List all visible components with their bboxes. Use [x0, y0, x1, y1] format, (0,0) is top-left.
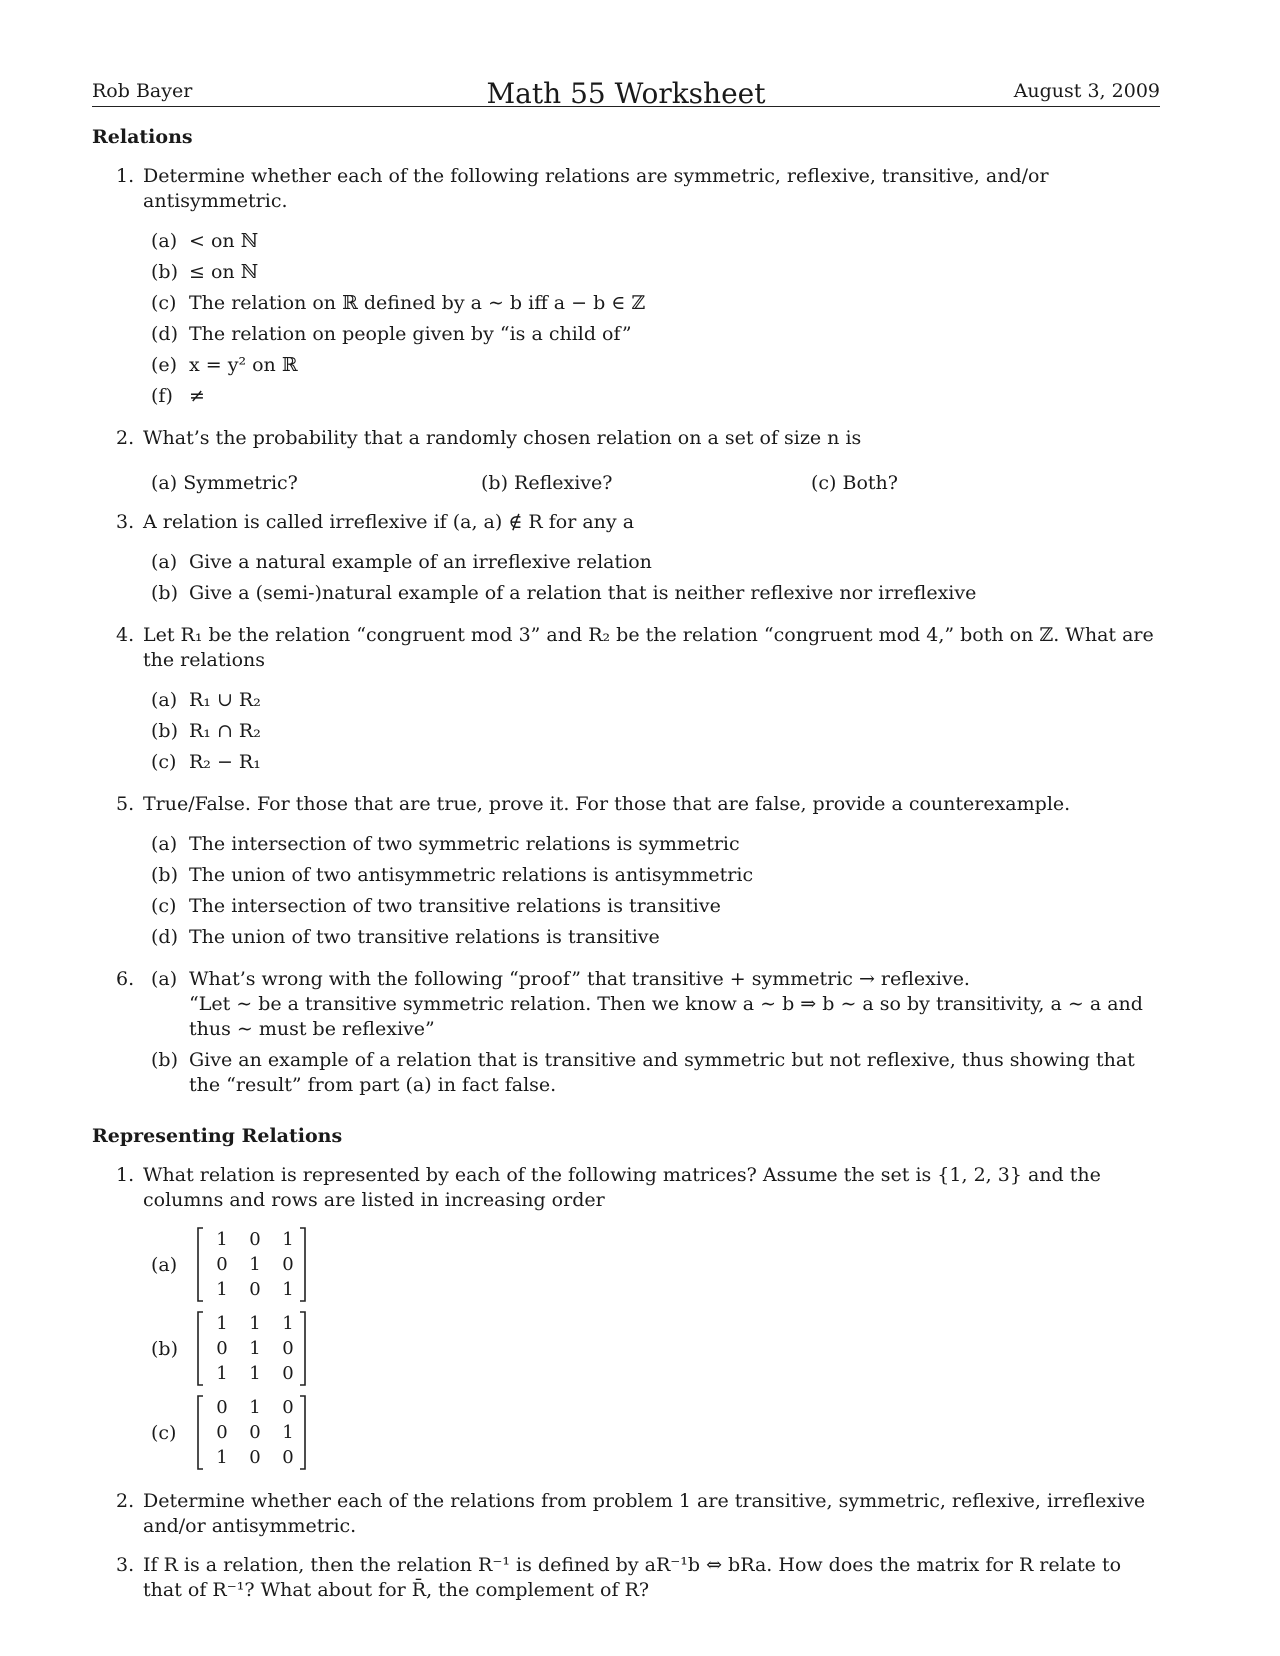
- question-number: 1.: [116, 165, 135, 187]
- sub-text: ≠: [189, 385, 205, 407]
- sub-label: (b): [151, 720, 178, 742]
- proof-quote: “Let ∼ be a transitive symmetric relation. Then we know a ∼ b ⇒ b ∼ a so by transitivity, a ∼ a and thus ∼ must be reflexive”: [189, 993, 1143, 1040]
- sub-text: The relation on people given by “is a child of”: [189, 323, 632, 345]
- sub-text: The intersection of two transitive relations is transitive: [189, 895, 721, 917]
- sub-label: (a): [151, 551, 178, 573]
- rep-question-1: [92, 1163, 1160, 1475]
- list-item: [143, 860, 1160, 891]
- question-number: 2.: [116, 1490, 135, 1512]
- sub-label: (b): [481, 472, 508, 494]
- sub-label: (b): [151, 864, 178, 886]
- question-4: [92, 623, 1160, 778]
- sub-text: Both?: [842, 472, 898, 494]
- page-title: Math 55 Worksheet: [486, 77, 766, 110]
- matrix: [195, 1227, 308, 1302]
- sub-list: [143, 685, 1160, 778]
- matrix-cell: 1: [249, 1254, 261, 1275]
- sub-label: (a): [151, 472, 178, 494]
- sub-label: (c): [811, 472, 837, 494]
- left-bracket: [198, 1396, 203, 1469]
- matrix-cell: 1: [249, 1338, 261, 1359]
- matrix-cell: 1: [216, 1313, 228, 1334]
- question-number: 5.: [116, 793, 135, 815]
- matrix: [195, 1311, 308, 1386]
- matrix-item: [143, 1307, 1160, 1391]
- matrix-cell: 0: [249, 1229, 261, 1250]
- matrix-cell: 0: [282, 1254, 294, 1275]
- sub-label: (d): [151, 323, 178, 345]
- sub-text: The intersection of two symmetric relations is symmetric: [189, 833, 740, 855]
- sub-text: ≤ on ℕ: [189, 261, 259, 283]
- sub-label: (a): [151, 689, 178, 711]
- matrix-item: [143, 1223, 1160, 1307]
- sub-text: Give a (semi-)natural example of a relation that is neither reflexive nor irreflexive: [189, 582, 977, 604]
- list-item: [143, 319, 1160, 350]
- question-text: True/False. For those that are true, prove it. For those that are false, provide a counterexample.: [143, 793, 1071, 815]
- matrix-label: (c): [151, 1422, 177, 1444]
- matrix-cell: 1: [282, 1279, 294, 1300]
- matrix-cell: 1: [216, 1229, 228, 1250]
- matrix-cell: 0: [249, 1279, 261, 1300]
- question-text: What relation is represented by each of the following matrices? Assume the set is {1, 2, 3} and the columns and rows are listed in increasing order: [143, 1164, 1101, 1211]
- matrix-cell: 1: [249, 1363, 261, 1384]
- list-item: [151, 471, 481, 496]
- sub-label: (b): [151, 261, 178, 283]
- sub-label: (f): [151, 385, 173, 407]
- question-number: 6.: [116, 968, 135, 990]
- question-6: [92, 967, 1160, 1098]
- list-item: [143, 747, 1160, 778]
- question-number: 3.: [116, 511, 135, 533]
- question-text: Let R₁ be the relation “congruent mod 3” and R₂ be the relation “congruent mod 4,” both on ℤ. What are the relations: [143, 624, 1154, 671]
- sub-text: < on ℕ: [189, 230, 259, 252]
- matrix-label: (a): [151, 1254, 178, 1276]
- sub-list: [143, 226, 1160, 412]
- matrix-cell: 1: [216, 1363, 228, 1384]
- matrix-cell: 0: [282, 1338, 294, 1359]
- matrix-cell: 0: [282, 1397, 294, 1418]
- rep-question-2: [92, 1489, 1160, 1539]
- sub-text: The union of two transitive relations is transitive: [189, 926, 660, 948]
- sub-label: (a): [151, 833, 178, 855]
- sub-label: (e): [151, 354, 178, 376]
- matrix-cell: 1: [249, 1397, 261, 1418]
- sub-text: Give an example of a relation that is transitive and symmetric but not reflexive, thus showing that the “result” from part (a) in fact false.: [189, 1049, 1135, 1096]
- author: Rob Bayer: [92, 80, 193, 102]
- question-text: Determine whether each of the following relations are symmetric, reflexive, transitive, and/or antisymmetric.: [143, 165, 1049, 212]
- sub-text: What’s wrong with the following “proof” that transitive + symmetric → reflexive.: [189, 968, 970, 990]
- list-item: [143, 578, 1160, 609]
- sub-list: [143, 829, 1160, 953]
- sub-text: x = y² on ℝ: [189, 354, 298, 376]
- question-number: 4.: [116, 624, 135, 646]
- list-item: [143, 891, 1160, 922]
- left-bracket: [198, 1312, 203, 1385]
- section-title-representing-relations: Representing Relations: [92, 1125, 343, 1147]
- sub-label: (c): [151, 895, 177, 917]
- left-bracket: [198, 1228, 203, 1301]
- matrix-cell: 1: [216, 1447, 228, 1468]
- matrix-list: [143, 1223, 1160, 1475]
- question-3: [92, 510, 1160, 609]
- date: August 3, 2009: [1013, 80, 1160, 102]
- matrix-cell: 1: [282, 1229, 294, 1250]
- sub-text: R₁ ∩ R₂: [189, 720, 261, 742]
- matrix-cell: 1: [249, 1313, 261, 1334]
- sub-label: (c): [151, 292, 177, 314]
- question-number: 3.: [116, 1554, 135, 1576]
- list-item: [811, 471, 898, 496]
- list-item: [143, 829, 1160, 860]
- list-item: [481, 471, 811, 496]
- list-item: [97, 967, 1160, 1042]
- list-item: [143, 226, 1160, 257]
- list-item: [143, 922, 1160, 953]
- sub-list: [143, 547, 1160, 609]
- question-1: [92, 164, 1160, 412]
- list-item: [143, 547, 1160, 578]
- matrix-cell: 1: [282, 1313, 294, 1334]
- list-item: [143, 685, 1160, 716]
- matrix-cell: 0: [249, 1422, 261, 1443]
- matrix-item: [143, 1391, 1160, 1475]
- list-item: [143, 257, 1160, 288]
- question-text: If R is a relation, then the relation R⁻¹ is defined by aR⁻¹b ⇔ bRa. How does the matrix for R relate to that of R⁻¹? What about for R̄, the complement of R?: [143, 1554, 1122, 1601]
- matrix-cell: 0: [216, 1422, 228, 1443]
- sub-text: The relation on ℝ defined by a ∼ b iff a − b ∈ ℤ: [189, 292, 646, 314]
- sub-label: (a): [151, 230, 178, 252]
- worksheet-page: [92, 72, 1160, 1617]
- sub-text: Reflexive?: [514, 472, 613, 494]
- matrix-label: (b): [151, 1338, 178, 1360]
- list-item: [143, 288, 1160, 319]
- rep-question-3: [92, 1553, 1160, 1603]
- question-5: [92, 792, 1160, 953]
- sub-label: (b): [151, 1049, 178, 1071]
- matrix-cell: 1: [216, 1279, 228, 1300]
- list-item: [97, 1048, 1160, 1098]
- list-item: [143, 716, 1160, 747]
- sub-label: (c): [151, 751, 177, 773]
- matrix-cell: 0: [216, 1397, 228, 1418]
- sub-text: Symmetric?: [183, 472, 298, 494]
- sub-text: Give a natural example of an irreflexive relation: [189, 551, 652, 573]
- list-item: [143, 381, 1160, 412]
- sub-label: (a): [151, 968, 178, 990]
- matrix-cell: 0: [216, 1254, 228, 1275]
- question-text: Determine whether each of the relations from problem 1 are transitive, symmetric, reflexive, irreflexive and/or antisymmetric.: [143, 1490, 1146, 1537]
- matrix-cell: 0: [282, 1447, 294, 1468]
- question-number: 2.: [116, 427, 135, 449]
- question-text: What’s the probability that a randomly chosen relation on a set of size n is: [143, 427, 862, 449]
- question-2: [92, 426, 1160, 496]
- page-header: [92, 72, 1160, 110]
- matrix-cell: 1: [282, 1422, 294, 1443]
- sub-label: (d): [151, 926, 178, 948]
- sub-text: The union of two antisymmetric relations is antisymmetric: [189, 864, 754, 886]
- matrix-cell: 0: [249, 1447, 261, 1468]
- question-number: 1.: [116, 1164, 135, 1186]
- matrix: [195, 1395, 308, 1470]
- section-title-relations: Relations: [92, 126, 193, 148]
- sub-label: (b): [151, 582, 178, 604]
- matrix-cell: 0: [282, 1363, 294, 1384]
- sub-text: R₁ ∪ R₂: [189, 689, 261, 711]
- question-text: A relation is called irreflexive if (a, a) ∉ R for any a: [143, 511, 635, 533]
- matrix-cell: 0: [216, 1338, 228, 1359]
- sub-text: R₂ − R₁: [189, 751, 261, 773]
- list-item: [143, 350, 1160, 381]
- sub-list: [143, 471, 1160, 496]
